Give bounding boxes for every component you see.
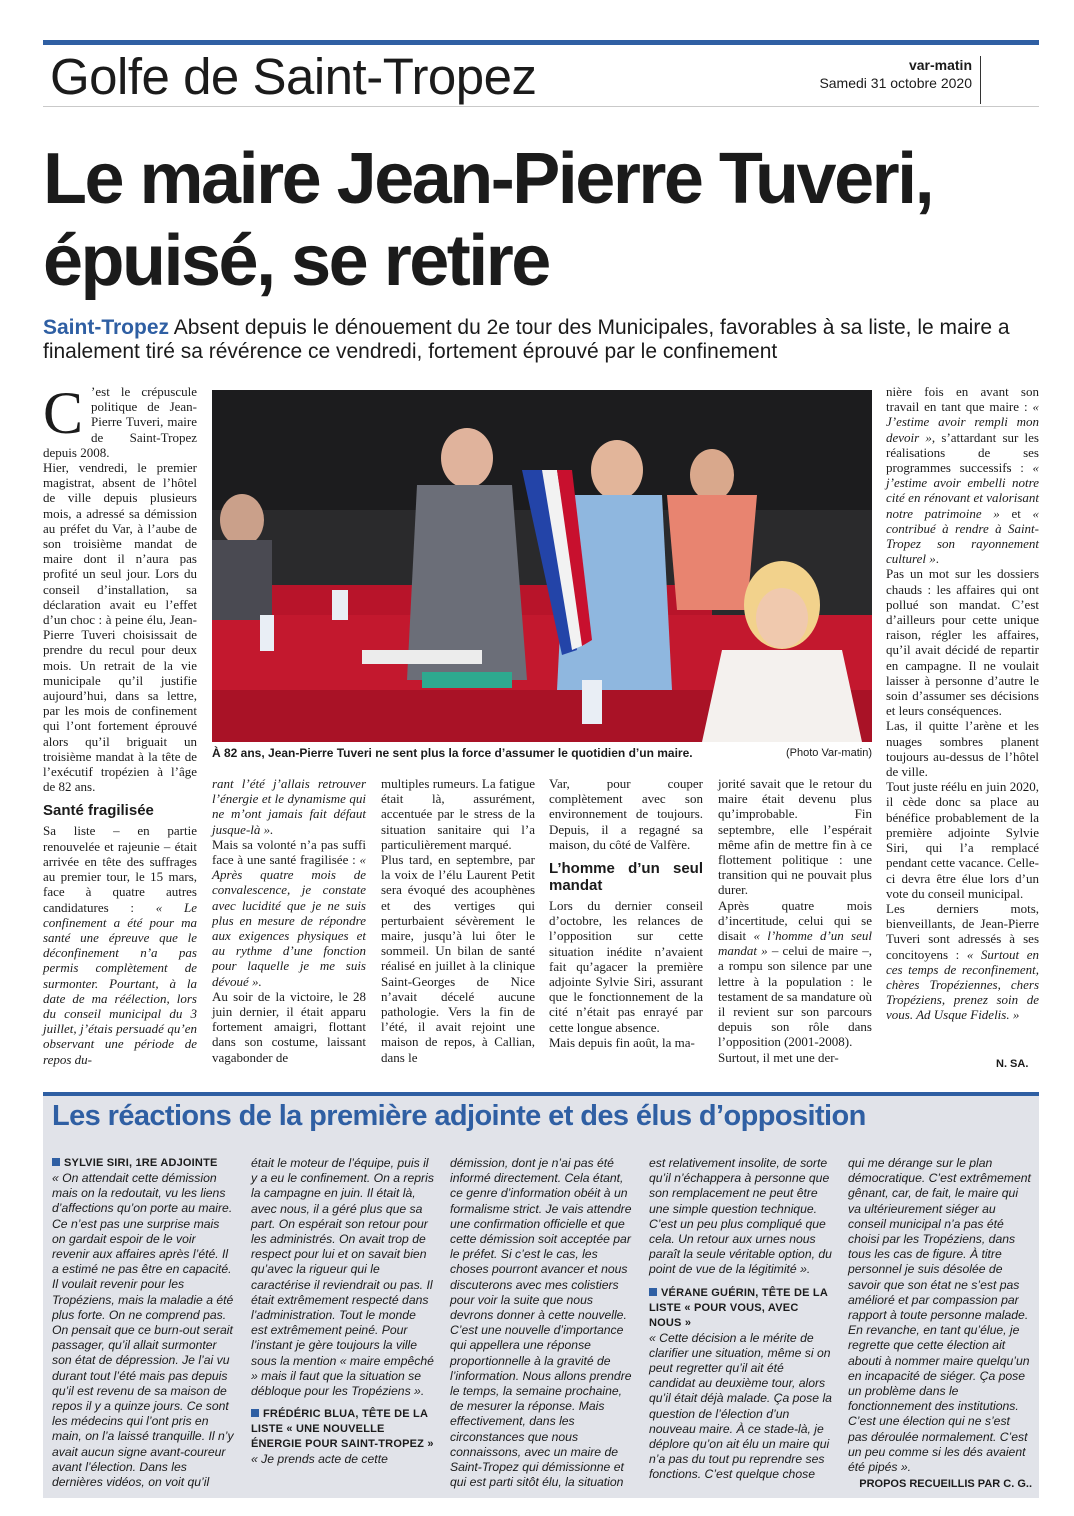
paragraph: Au soir de la victoire, le 28 juin dernier, il était apparu fortement amaigri, flottant dans son costume, laissant vagabonder de xyxy=(212,988,366,1065)
reactions-box-rule xyxy=(43,1092,1039,1096)
standfirst-text: Absent depuis le dénouement du 2e tour des Municipales, favorables à sa liste, le maire a finalement tiré sa révérence ce vendredi, fortement éprouvé par le confinement xyxy=(43,316,1010,363)
subheading: Santé fragilisée xyxy=(43,802,154,820)
article-headline: Le maire Jean-Pierre Tuveri, épuisé, se retire xyxy=(43,139,933,301)
paragraph: Mais depuis fin août, la ma- xyxy=(549,1034,695,1050)
dateline-place: Saint-Tropez xyxy=(43,316,170,339)
photo-caption xyxy=(212,745,872,761)
paragraph: multiples rumeurs. La fatigue était là, assurément, accentuée par le stress de la situation sanitaire qui l’a particulièrement marqué. xyxy=(381,776,535,852)
article-column-3 xyxy=(381,776,535,1065)
reactions-column-5 xyxy=(848,1156,1032,1492)
header-top-rule xyxy=(43,40,1039,45)
caption-text: À 82 ans, Jean-Pierre Tuveri ne sent plus la force d’assumer le quotidien d’un maire. xyxy=(212,746,693,760)
quote-text: « Je prends acte de cette xyxy=(251,1452,388,1467)
paragraph: nière fois en avant son travail en tant que maire : « J’estime avoir rempli mon devoir », s’attardant sur les réalisations de ses programmes successifs : « j’estime avoir embelli notre cité en rénovant et valorisant notre patrimoine » et « contribué à rendre à Saint-Tropez son rayonnement culturel ». xyxy=(886,384,1039,567)
author-signature: N. SA. xyxy=(996,1058,1029,1070)
speaker-name: VÉRANE GUÉRIN, TÊTE DE LA LISTE « POUR VOUS, AVEC NOUS » xyxy=(649,1286,828,1329)
photo-illustration xyxy=(212,390,872,742)
reactions-title: Les réactions de la première adjointe et des élus d’opposition xyxy=(52,1100,866,1132)
paragraph: Las, il quitte l’arène et les nuages sombres planent toujours au-dessus de l’hôtel de ville. xyxy=(886,718,1039,780)
paragraph: Hier, vendredi, le premier magistrat, absent de l’hôtel de ville depuis plusieurs mois, a adressé sa démission au préfet du Var, à l’aube de son troisième mandat de maire dont il n’aura pas profité un seul jour. Lors du conseil d’installation, sa déclaration avait eu l’effet d’un choc : à peine élu, Jean-Pierre Tuveri choisissait de prendre du recul pour deux mois. Un retrait de la vie municipale qu’il justifie aujourd’hui, dans sa lettre, par les mois de confinement qui l’ont fortement éprouvé alors qu’il briguait un troisième mandat à la tête de l’exécutif tropézien à l’âge de 82 ans. xyxy=(43,460,197,795)
speaker-name: SYLVIE SIRI, 1RE ADJOINTE xyxy=(52,1156,236,1171)
paragraph: jorité savait que le retour du maire était devenu plus qu’improbable. Fin septembre, elle l’espérait même afin de mettre fin à ce flottement politique : une transition qui ne pouvait plus durer. xyxy=(718,776,872,898)
masthead-rule xyxy=(980,56,981,104)
photo-credit: (Photo Var-matin) xyxy=(786,747,872,759)
paragraph: Les derniers mots, bienveillants, de Jean-Pierre Tuveri sont adressés à ses concitoyens : « Surtout en ces temps de reconfinement, chères Tropéziennes, chers Tropéziens, prenez soin de vous. Ad Usque Fidelis. » xyxy=(886,900,1039,1023)
paragraph: Mais sa volonté n’a pas suffi face à une santé fragilisée : « Après quatre mois de convalescence, je constate avec lucidité que je ne suis plus en mesure de répondre aux exigences physiques et au rythme d’une fonction pour laquelle je me suis dévoué ». xyxy=(212,836,366,989)
newspaper-brand: var-matin xyxy=(908,57,972,73)
quote-text: était le moteur de l’équipe, puis il y a eu le confinement. On a repris la campagne en juin. Il était là, avec nous, il a géré plus que sa part. On espérait son retour pour les administrés. On avait trop de respect pour lui et on savait bien qu’avec la rigueur qui le caractérise il reviendrait ou pas. Il était extrêmement respecté dans l’administration. Tout le monde est extrêmement peiné. Pour l’instant je gère toujours la ville sous la mention « maire empêché » mais il faut que la situation se débloque pour les Tropéziens ». xyxy=(251,1156,434,1399)
speaker-name: FRÉDÉRIC BLUA, TÊTE DE LA LISTE « UNE NOUVELLE ÉNERGIE POUR SAINT-TROPEZ » xyxy=(251,1408,434,1451)
bullet-square-icon xyxy=(52,1158,60,1166)
drop-cap: C xyxy=(43,380,84,446)
article-column-5 xyxy=(718,776,872,1065)
reactions-column-1 xyxy=(52,1156,236,1490)
paragraph: ’est le crépuscule politique de Jean-Pierre Tuveri, maire de Saint-Tropez depuis 2008. xyxy=(43,384,197,460)
masthead xyxy=(819,56,972,92)
quote-text: démission, dont je n’ai pas été informé directement. Cela étant, ce genre d’information obéit à un formalisme strict. Je vais attendre une confirmation officielle et que cette démission soit acceptée par le préfet. Si c’est le cas, les choses pourront avancer et nous discuterons avec mes colistiers pour voir la suite que nous devrons donner à cette nouvelle. C’est une nouvelle d’importance qui appellera une réponse proportionnelle à la gravité de l’information. Nous allons prendre le temps, la semaine prochaine, de mesurer la réponse. Mais effectivement, dans les circonstances que nous connaissons, avec un maire de Saint-Tropez qui démissionne et qui est parti sitôt élu, la situation xyxy=(450,1156,632,1490)
paragraph: Lors du dernier conseil d’octobre, les relances de l’opposition sur cette situation inédite n’avaient fait qu’agacer la première adjointe Sylvie Siri, assurant que le fonctionnement de la cité n’était pas enrayé par cette longue absence. xyxy=(549,898,703,1035)
quote-text: est relativement insolite, de sorte qu’il n’échappera à personne que son remplacement ne peut être une simple question technique. C’est un peu plus compliqué que cela. Un retour aux urnes nous paraît la seule véritable option, du point de vue de la légitimité ». xyxy=(649,1156,832,1277)
article-column-2 xyxy=(212,776,366,1065)
article-column-1 xyxy=(43,380,197,1067)
reactions-column-4 xyxy=(649,1156,833,1483)
article-photo xyxy=(212,390,872,742)
section-title: Golfe de Saint-Tropez xyxy=(50,48,537,105)
paragraph: Après quatre mois d’incertitude, celui qui se disait « l’homme d’un seul mandat » – celui de maire –, a rompu son silence par une lettre à la population : le testament de sa mandature où il revient sur son parcours depuis son rôle dans l’opposition (2001-2008). xyxy=(718,897,872,1050)
box-signature: PROPOS RECUEILLIS PAR C. G.. xyxy=(859,1478,1032,1491)
paragraph: Tout juste réélu en juin 2020, il cède donc sa place au bénéfice probablement de la première adjointe Sylvie Siri, qui l’a remplacé pendant cette vacance. Celle-ci devra être élue lors d’un vote du conseil municipal. xyxy=(886,779,1039,901)
quote-text: « On attendait cette démission mais on la redoutait, vu les liens d’affections qu’on porte au maire. Ce n’est pas une surprise mais on gardait espoir de le voir revenir aux affaires après l’été. Il a estimé ne pas être en capacité. Il voulait revenir pour les Tropéziens, mais la maladie a été plus forte. On ne comprend pas. On pensait que ce burn-out serait passager, qu’il allait surmonter son état de dépression. Je l’ai vu durant tout l’été mais pas depuis qu’il est revenu de sa maison de repos il y a quinze jours. Ce sont les médecins qui l’ont pris en main, on l’a laissé tranquille. Il n’y avait aucun signe avant-coureur avant l’élection. Dans les dernières vidéos, on voit qu’il xyxy=(52,1171,234,1490)
article-standfirst xyxy=(43,316,1033,364)
subheading: L’homme d’un seul mandat xyxy=(549,860,703,895)
bullet-square-icon xyxy=(649,1288,657,1296)
paragraph: Var, pour couper complètement avec son environnement de toujours. Depuis, il a regagné sa maison, du côté de Valfère. xyxy=(549,776,703,852)
quote-text: qui me dérange sur le plan démocratique. C’est extrêmement gênant, car, de fait, le maire qui va ultérieurement siéger au conseil municipal n’a pas été choisi par les Tropéziens, dans tous les cas de figure. À titre personnel je suis désolée de savoir que son état ne s’est pas amélioré et par compassion par rapport à toute personne malade. En revanche, en tant qu’élue, je regrette que cette élection ait abouti à nommer maire quelqu’un en incapacité de siéger. Ça pose un problème dans le fonctionnement des institutions. C’est une élection qui ne s’est pas déroulée normalement. C’est un peu comme si les dés avaient été pipés ». xyxy=(848,1156,1031,1475)
bullet-square-icon xyxy=(251,1409,259,1417)
article-column-4 xyxy=(549,776,703,1050)
header-bottom-rule xyxy=(43,106,1039,107)
article-column-6 xyxy=(886,384,1039,1023)
paragraph: rant l’été j’allais retrouver l’énergie et le dynamisme qui ne m’ont jamais fait défaut jusque-là ». xyxy=(212,776,366,837)
paragraph: Plus tard, en septembre, par la voix de l’élu Laurent Petit sera évoqué des acouphènes et des vertiges qui perturbaient sévèrement le maire, jusqu’à lui ôter le sommeil. Un bilan de santé réalisé en juillet à la clinique Saint-Georges de Nice n’avait décelé aucune pathologie. Vers la fin de l’été, il avait rejoint une maison de repos, à Callian, dans le xyxy=(381,852,535,1065)
publication-date: Samedi 31 octobre 2020 xyxy=(819,75,972,91)
paragraph: Sa liste – en partie renouvelée et rajeunie – était arrivée en tête des suffrages au premier tour, le 15 mars, face à quatre autres candidatures : « Le confinement a été pour ma santé une épreuve que le déconfinement n’a pas permis complètement de surmonter. Pourtant, à la date de ma réélection, lors du conseil municipal du 3 juillet, j’étais persuadé qu’en observant une période de repos du- xyxy=(43,823,197,1067)
paragraph: Pas un mot sur les dossiers chauds : les affaires qui ont pollué son mandat. C’est d’ailleurs pour cette unique raison, régler les affaires, qu’il avait décidé de repartir en campagne. Il ne voulait laisser à personne d’autre le soin d’assumer ses décisions et leurs conséquences. xyxy=(886,566,1039,719)
reactions-column-3 xyxy=(450,1156,634,1490)
paragraph: Surtout, il met une der- xyxy=(718,1049,839,1065)
quote-text: « Cette décision a le mérite de clarifier une situation, même si on peut regretter qu’il ait été candidat au deuxième tour, alors qu’il était déjà malade. Ça pose la question de l’élection d’un nouveau maire. À ce stade-là, je déplore qu’on ait élu un maire qui n’a pas du tout pu reprendre ses fonctions. C’est quelque chose xyxy=(649,1330,832,1482)
reactions-column-2 xyxy=(251,1156,435,1467)
